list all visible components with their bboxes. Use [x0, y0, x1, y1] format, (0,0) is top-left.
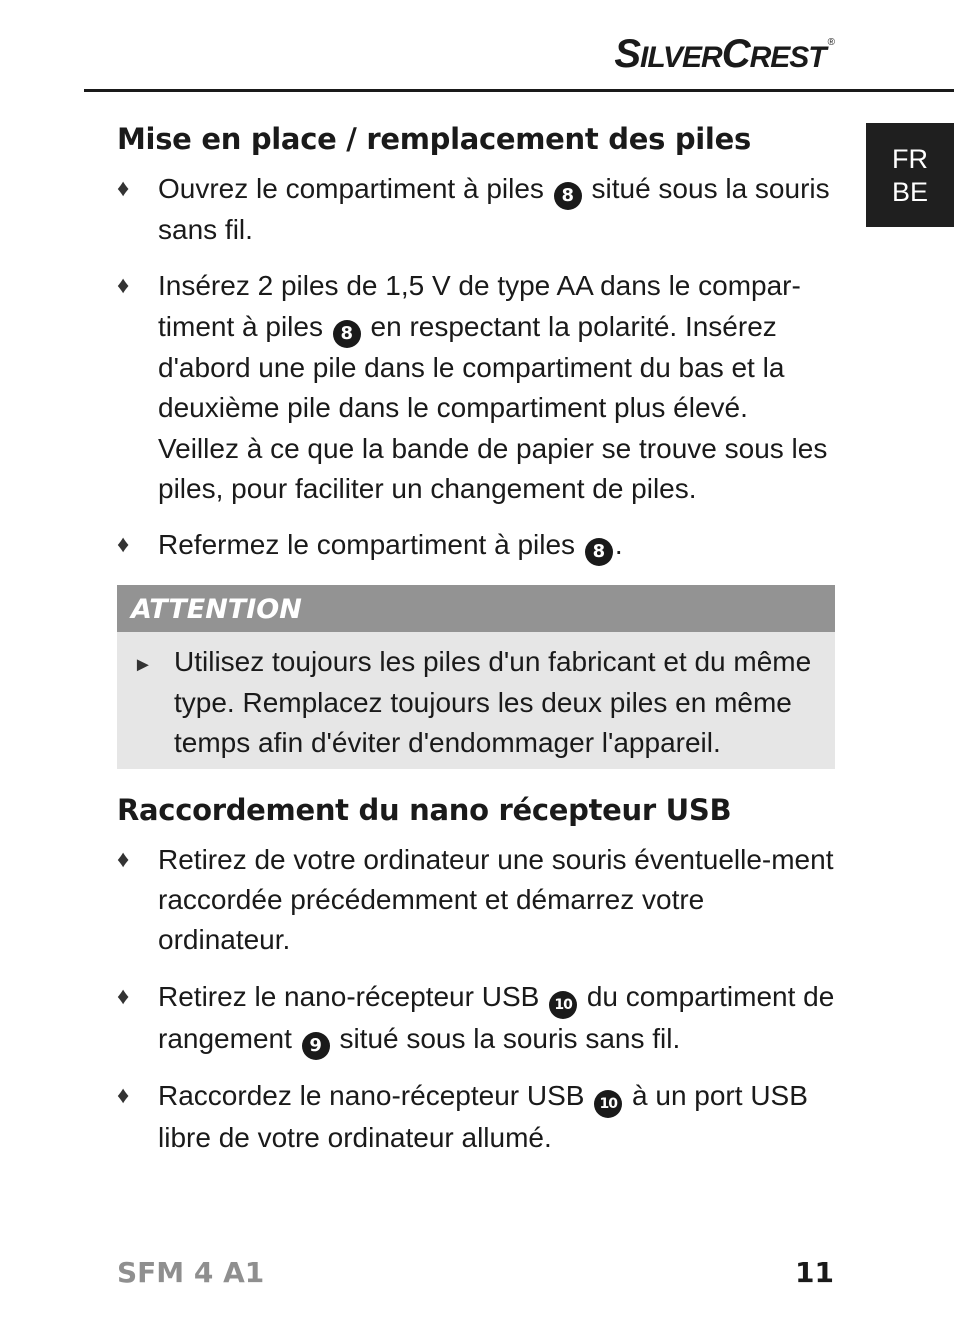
bullet-icon: ♦	[117, 531, 130, 559]
page-number: 11	[795, 1256, 834, 1289]
bullet-icon: ♦	[117, 982, 130, 1010]
ref-number-icon: 8	[585, 538, 613, 566]
ref-number-icon: 8	[333, 320, 361, 348]
bullet-icon: ♦	[117, 272, 130, 300]
section-title-batteries: Mise en place / remplacement des piles	[117, 122, 751, 156]
ref-number-icon: 9	[302, 1032, 330, 1060]
header-rule	[84, 89, 954, 92]
attention-box	[117, 585, 835, 768]
list-item: ♦ Raccordez le nano-récepteur USB 10 à un port USB libre de votre ordinateur allumé.	[117, 1076, 835, 1158]
list-item: ♦ Insérez 2 piles de 1,5 V de type AA dans le compar-timent à piles 8 en respectant la polarité. Insérez d'abord une pile dans le compartiment du bas et la deuxième pile dans le compartiment plus élevé. Veillez à ce que la bande de papier se trouve sous les piles, pour faciliter un changement de piles.	[117, 266, 835, 509]
attention-title: ATTENTION	[117, 585, 835, 632]
usb-steps	[117, 840, 835, 1159]
page-content	[117, 117, 835, 1158]
arrow-icon: ►	[133, 654, 153, 677]
list-item: ♦ Retirez le nano-récepteur USB 10 du compartiment de rangement 9 situé sous la souris sans fil.	[117, 977, 835, 1060]
section-title-usb: Raccordement du nano récepteur USB	[117, 792, 732, 827]
model-name: SFM 4 A1	[117, 1256, 265, 1289]
language-tab	[866, 123, 954, 227]
bullet-icon: ♦	[117, 175, 130, 202]
battery-steps	[117, 169, 835, 566]
lang-fr: FR	[892, 144, 928, 174]
ref-number-icon: 10	[594, 1090, 622, 1118]
list-item: ♦ Retirez de votre ordinateur une souris éventuelle-ment raccordée précédemment et démarrez votre ordinateur.	[117, 840, 835, 961]
list-item: ♦ Ouvrez le compartiment à piles 8 situé sous la souris sans fil.	[117, 169, 835, 250]
ref-number-icon: 8	[554, 182, 582, 210]
list-item: ♦ Refermez le compartiment à piles 8 .	[117, 525, 835, 566]
silvercrest-logo: SILVERCREST ®	[614, 32, 834, 76]
attention-text: Utilisez toujours les piles d'un fabricant et du même type. Remplacez toujours les deux piles en même temps afin d'éviter d'endommager l'appareil.	[174, 646, 812, 759]
bullet-icon: ♦	[117, 1081, 130, 1109]
lang-be: BE	[891, 177, 929, 207]
bullet-icon: ♦	[117, 845, 130, 873]
attention-text-block	[117, 632, 835, 768]
ref-number-icon: 10	[549, 991, 577, 1019]
